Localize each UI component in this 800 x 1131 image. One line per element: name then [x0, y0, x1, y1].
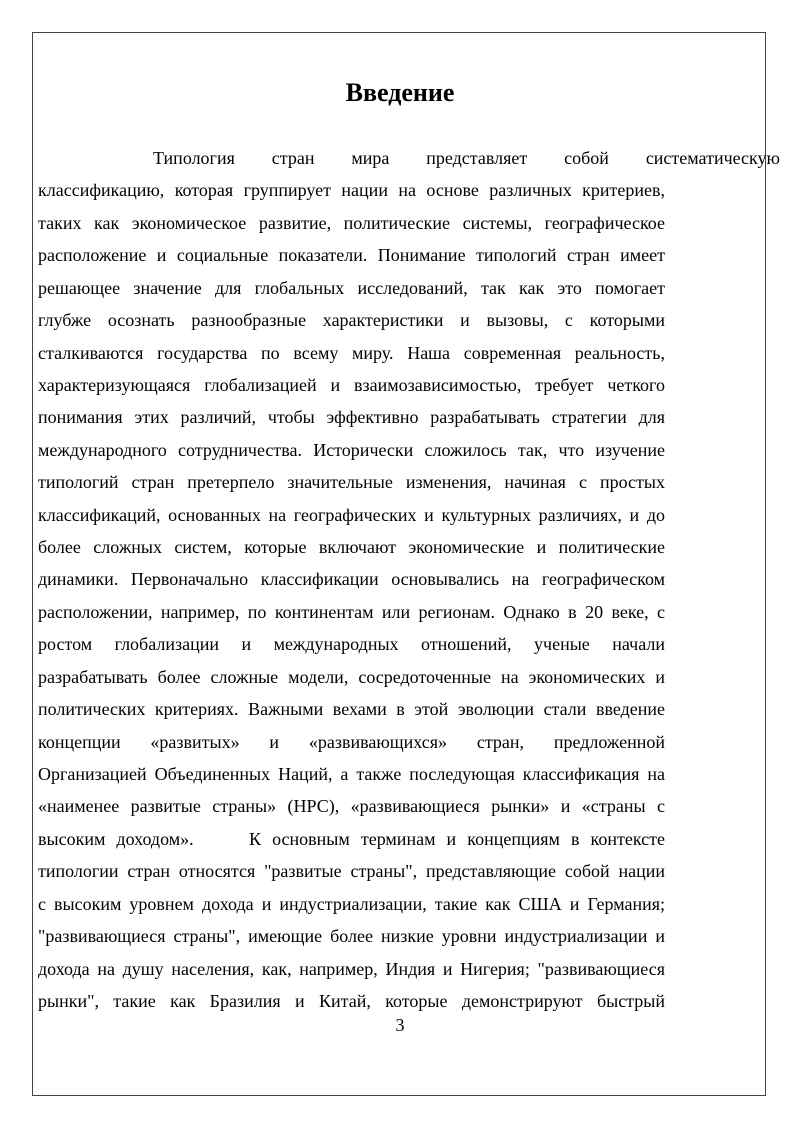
paragraph-line: глубже осознать разнообразные характеристики и вызовы, с которыми [38, 310, 665, 331]
paragraph-line: динамики. Первоначально классификации основывались на географическом [38, 569, 665, 590]
paragraph-line: характеризующаяся глобализацией и взаимозависимостью, требует четкого [38, 374, 665, 395]
paragraph-line: типологий стран претерпело значительные изменения, начиная с простых [38, 472, 665, 493]
page-number: 3 [395, 1015, 405, 1035]
paragraph-line: понимания этих различий, чтобы эффективно разрабатывать стратегии для [38, 407, 665, 428]
paragraph-line: с высоким уровнем дохода и индустриализации, такие как США и Германия; [38, 893, 665, 914]
paragraph-line: дохода на душу населения, как, например, Индия и Нигерия; "развивающиеся [38, 958, 665, 979]
paragraph-line: ростом глобализации и международных отношений, ученые начали [38, 634, 665, 655]
paragraph-line: классификацию, которая группирует нации на основе различных критериев, [38, 180, 665, 201]
paragraph-line: политических критериях. Важными вехами в этой эволюции стали введение [38, 699, 665, 720]
paragraph-line: «наименее развитые страны» (НРС), «развивающиеся рынки» и «страны с [38, 796, 665, 817]
paragraph-line: Организацией Объединенных Наций, а также последующая классификация на [38, 764, 665, 785]
paragraph-line: рынки", такие как Бразилия и Китай, которые демонстрируют быстрый [38, 990, 665, 1011]
paragraph-line: концепции «развитых» и «развивающихся» стран, предложенной [38, 731, 665, 752]
paragraph-line: более сложных систем, которые включают экономические и политические [38, 537, 665, 558]
paragraph-line: расположение и социальные показатели. Понимание типологий стран имеет [38, 245, 665, 266]
paragraph-line: таких как экономическое развитие, политические системы, географическое [38, 212, 665, 233]
paragraph-line: разрабатывать более сложные модели, сосредоточенные на экономических и [38, 666, 665, 687]
body-text [38, 142, 780, 1017]
paragraph-line: классификаций, основанных на географических и культурных различиях, и до [38, 504, 665, 525]
paragraph-line: сталкиваются государства по всему миру. Наша современная реальность, [38, 342, 665, 363]
paragraph-line: типологии стран относятся "развитые страны", представляющие собой нации [38, 861, 665, 882]
page-title: Введение [345, 78, 455, 107]
paragraph-line: Типология стран мира представляет собой систематическую [153, 148, 780, 168]
paragraph-line: международного сотрудничества. Исторически сложилось так, что изучение [38, 439, 665, 460]
paragraph-line: "развивающиеся страны", имеющие более низкие уровни индустриализации и [38, 926, 665, 947]
paragraph-line: расположении, например, по континентам или регионам. Однако в 20 веке, с [38, 601, 665, 622]
paragraph-line: решающее значение для глобальных исследований, так как это помогает [38, 277, 665, 298]
paragraph-line: высоким доходом». К основным терминам и концепциям в контексте [38, 828, 665, 849]
